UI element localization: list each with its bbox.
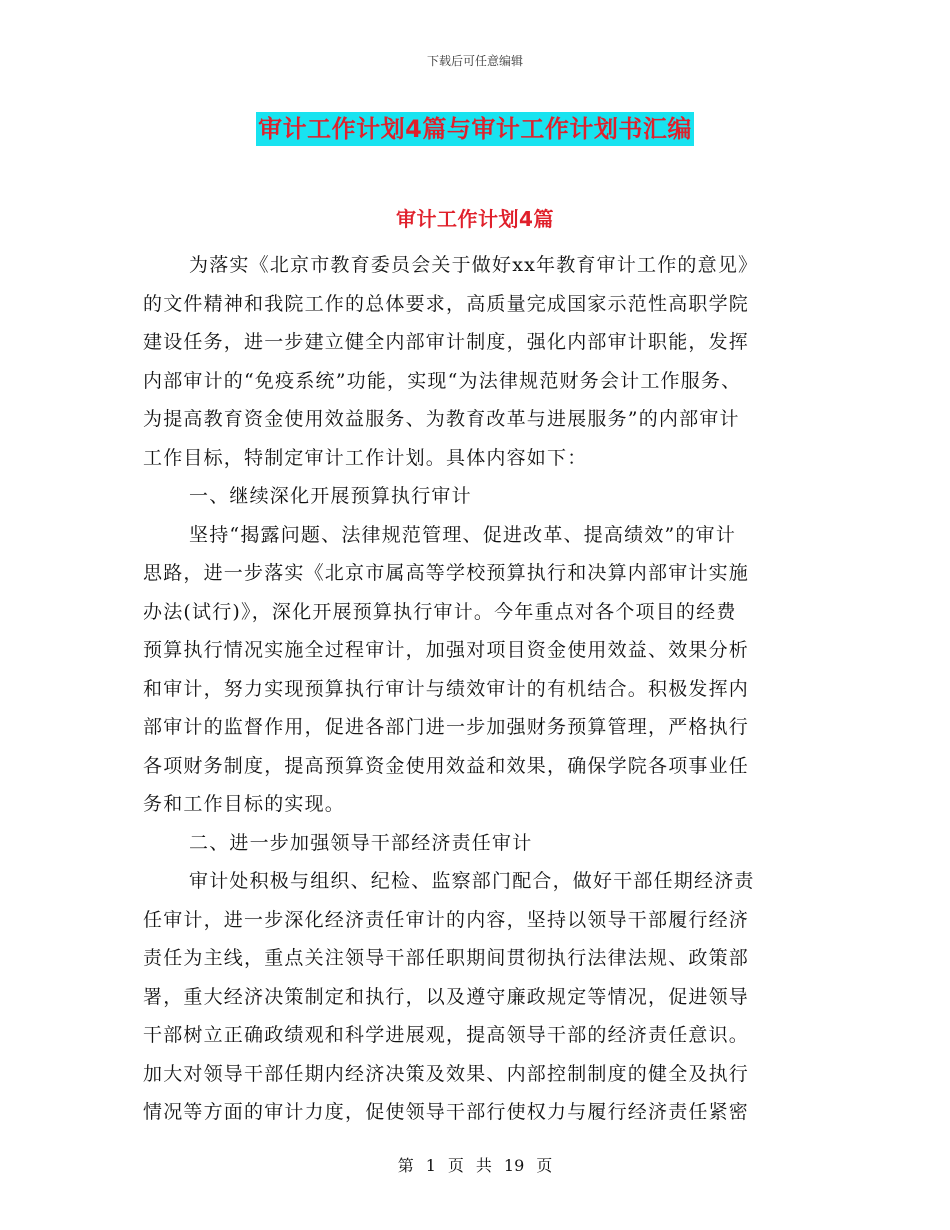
paragraph-line: 坚持“揭露问题、法律规范管理、促进改革、提高绩效”的审计 (189, 523, 737, 546)
paragraph-line: 内部审计的“免疫系统”功能，实现“为法律规范财务会计工作服务、 (143, 369, 742, 392)
section-title: 审计工作计划4篇 (396, 207, 554, 231)
main-title: 审计工作计划4篇与审计工作计划书汇编 (256, 112, 694, 146)
paragraph-line: 预算执行情况实施全过程审计，加强对项目资金使用效益、效果分析 (143, 639, 750, 661)
total-label-prefix: 共 (475, 1156, 492, 1175)
paragraph-line: 建设任务，进一步建立健全内部审计制度，强化内部审计职能，发挥 (143, 331, 750, 353)
paragraph-line: 署，重大经济决策制定和执行，以及遵守廉政规定等情况，促进领导 (143, 985, 750, 1008)
page-label-mid: 页 (447, 1156, 464, 1175)
page-footer (0, 1153, 950, 1176)
total-pages: 19 (503, 1156, 525, 1175)
main-title-container (0, 112, 950, 146)
paragraph-line: 为落实《北京市教育委员会关于做好xx年教育审计工作的意见》 (189, 254, 759, 276)
paragraph-line: 任审计，进一步深化经济责任审计的内容，坚持以领导干部履行经济 (143, 908, 750, 931)
paragraph-line: 思路，进一步落实《北京市属高等学校预算执行和决算内部审计实施 (143, 562, 750, 584)
paragraph-line: 责任为主线，重点关注领导干部任职期间贯彻执行法律法规、政策部 (143, 947, 750, 969)
paragraph-line: 和审计，努力实现预算执行审计与绩效审计的有机结合。积极发挥内 (143, 677, 750, 700)
page-label-suffix: 页 (536, 1156, 553, 1175)
page-header-note: 下载后可任意编辑 (426, 54, 523, 68)
paragraph-line: 干部树立正确政绩观和科学进展观，提高领导干部的经济责任意识。 (143, 1024, 750, 1046)
paragraph-line: 的文件精神和我院工作的总体要求，高质量完成国家示范性高职学院 (143, 292, 750, 315)
section-heading: 一、继续深化开展预算执行审计 (189, 485, 472, 507)
paragraph-line: 办法(试行)》，深化开展预算执行审计。今年重点对各个项目的经费 (143, 600, 737, 623)
document-body (143, 246, 807, 1132)
section-heading: 二、进一步加强领导干部经济责任审计 (189, 831, 533, 854)
paragraph-line: 为提高教育资金使用效益服务、为教育改革与进展服务”的内部审计 (143, 408, 740, 430)
paragraph-line: 审计处积极与组织、纪检、监察部门配合，做好干部任期经济责 (189, 870, 755, 892)
paragraph-line: 工作目标，特制定审计工作计划。具体内容如下： (143, 446, 588, 469)
page-number: 1 (425, 1156, 436, 1175)
page-label-prefix: 第 (397, 1156, 414, 1175)
paragraph-line: 务和工作目标的实现。 (143, 793, 346, 815)
paragraph-line: 加大对领导干部任期内经济决策及效果、内部控制制度的健全及执行 (143, 1062, 750, 1085)
paragraph-line: 情况等方面的审计力度，促使领导干部行使权力与履行经济责任紧密 (143, 1101, 750, 1123)
paragraph-line: 各项财务制度，提高预算资金使用效益和效果，确保学院各项事业任 (143, 754, 750, 777)
paragraph-line: 部审计的监督作用，促进各部门进一步加强财务预算管理，严格执行 (143, 716, 750, 738)
